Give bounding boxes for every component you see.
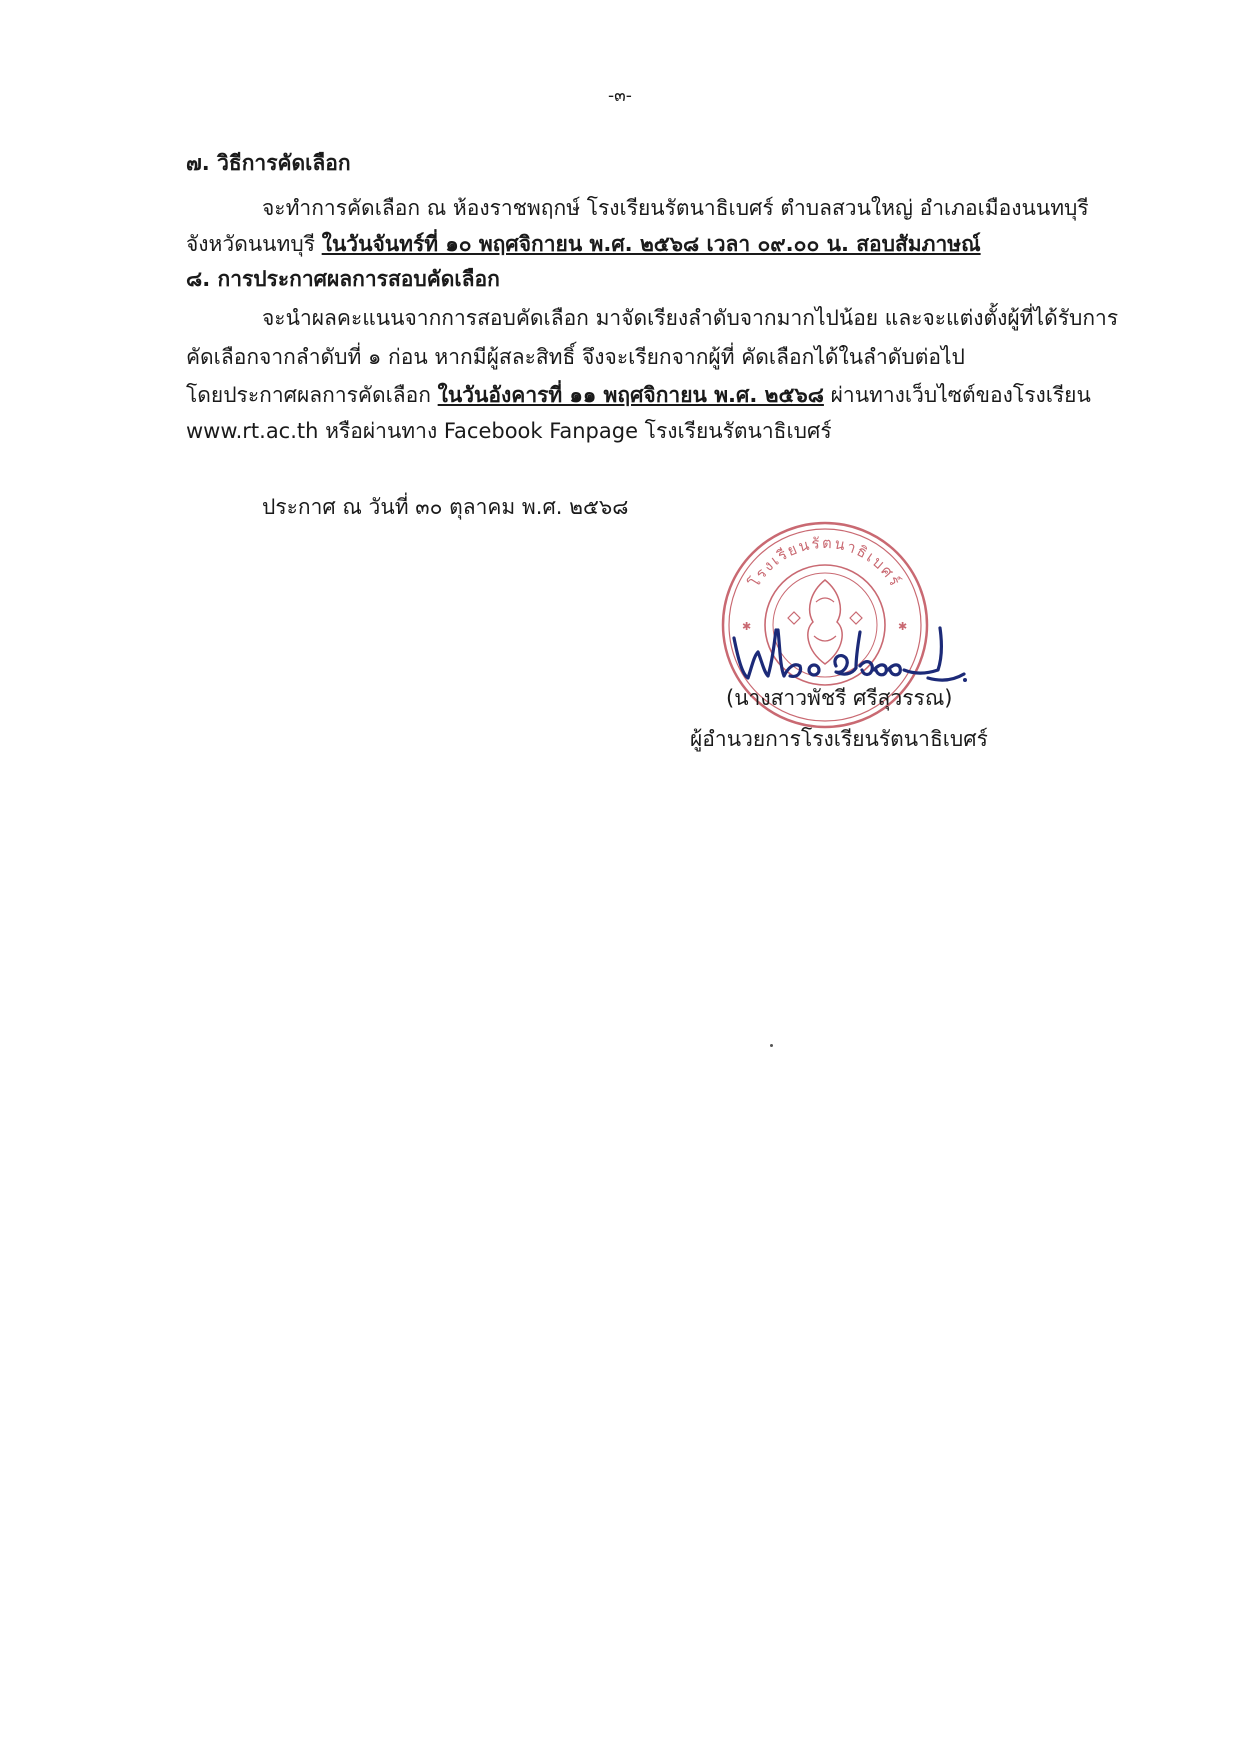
scan-speck <box>770 1044 773 1047</box>
signatory-position: ผู้อำนวยการโรงเรียนรัตนาธิเบศร์ <box>690 727 988 751</box>
section-8-line-4: www.rt.ac.th หรือผ่านทาง Facebook Fanpage โรงเรียนรัตนาธิเบศร์ <box>186 419 832 443</box>
section-7-date-emphasis: ในวันจันทร์ที่ ๑๐ พฤศจิกายน พ.ศ. ๒๕๖๘ เวลา ๐๙.๐๐ น. สอบสัมภาษณ์ <box>321 232 981 256</box>
section-7-line-2-prefix: จังหวัดนนทบุรี <box>186 232 315 256</box>
section-7-line-2 <box>186 229 981 259</box>
section-8-line-1: จะนำผลคะแนนจากการสอบคัดเลือก มาจัดเรียงลำดับจากมากไปน้อย และจะแต่งตั้งผู้ที่ได้รับการ <box>262 306 1119 330</box>
page-number: -๓- <box>608 86 632 106</box>
section-7-heading: ๗. วิธีการคัดเลือก <box>186 151 351 175</box>
announcement-date: ประกาศ ณ วันที่ ๓๐ ตุลาคม พ.ศ. ๒๕๖๘ <box>262 495 629 519</box>
svg-text:✱: ✱ <box>742 620 752 633</box>
section-7-line-1: จะทำการคัดเลือก ณ ห้องราชพฤกษ์ โรงเรียนรัตนาธิเบศร์ ตำบลสวนใหญ่ อำเภอเมืองนนทบุรี <box>262 196 1089 220</box>
section-8-line-3-prefix: โดยประกาศผลการคัดเลือก <box>186 383 431 407</box>
section-8-line-3-suffix: ผ่านทางเว็บไซต์ของโรงเรียน <box>830 383 1091 407</box>
section-8-line-2: คัดเลือกจากลำดับที่ ๑ ก่อน หากมีผู้สละสิทธิ์ จึงจะเรียกจากผู้ที่ คัดเลือกได้ในลำดับต่อไป <box>186 345 965 369</box>
signature <box>728 618 968 688</box>
section-8-heading: ๘. การประกาศผลการสอบคัดเลือก <box>186 267 500 291</box>
signatory-name: (นางสาวพัชรี ศรีสุวรรณ) <box>726 686 953 710</box>
seal-text: โรงเรียนรัตนาธิเบศร์ <box>745 533 905 591</box>
section-8-date-emphasis: ในวันอังคารที่ ๑๑ พฤศจิกายน พ.ศ. ๒๕๖๘ <box>437 383 824 407</box>
section-8-line-3 <box>186 380 1091 410</box>
svg-text:✱: ✱ <box>898 620 908 633</box>
